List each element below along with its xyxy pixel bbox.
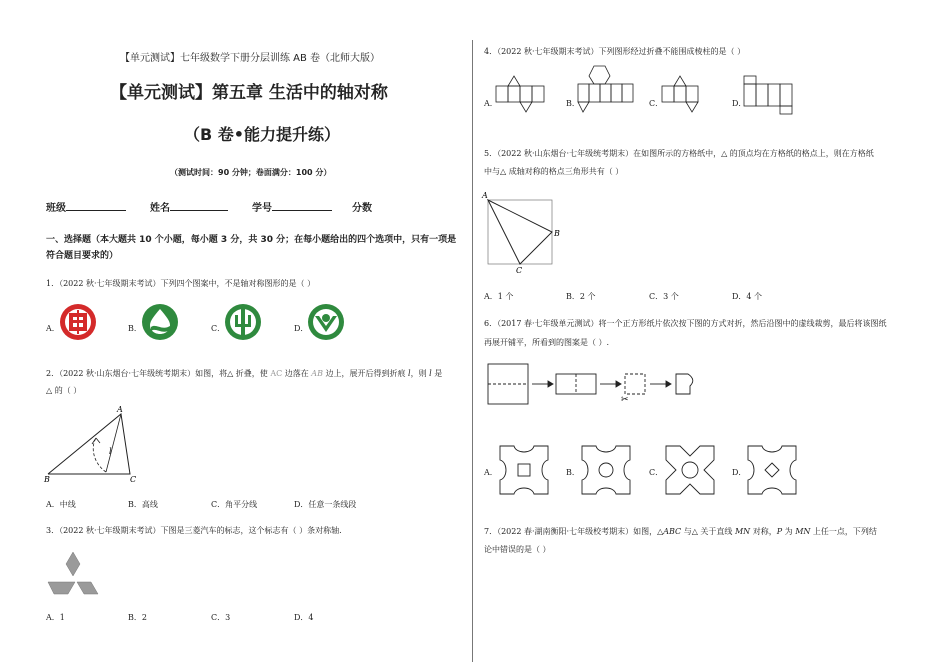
q5-label-b: B — [554, 229, 560, 238]
q7-line1-a: 7．（2022 春·湖南衡阳·七年级校考期末）如图， — [484, 527, 658, 536]
q1-option-d: D． — [294, 324, 309, 333]
q7-line1-i: 上任一点，下列结 — [810, 527, 877, 536]
q4-net-d-figure — [742, 74, 802, 118]
q2-line2: △ 的（ ） — [46, 386, 82, 395]
q2-option-c: C．角平分线 — [211, 500, 258, 509]
q1-option-c: C． — [211, 324, 226, 333]
q7-line1-g: 为 — [782, 527, 796, 536]
field-class-blank[interactable] — [66, 200, 126, 211]
q1-logo-c-icon — [223, 302, 263, 342]
q7-line1-b: ABC — [663, 527, 682, 536]
q1-logo-a-icon — [58, 302, 98, 342]
q6-line1: 6．（2017 春·七年级单元测试）将一个正方形纸片依次按下图的方式对折，然后沿图中的虚线裁剪，最后将该图纸 — [484, 319, 887, 328]
q3-option-c: C．3 — [211, 613, 231, 622]
field-score-label: 分数 — [352, 203, 372, 214]
q7-line1-c: 与△ 关于直线 — [681, 527, 735, 536]
q2-label-b: B — [44, 475, 50, 484]
q3-mitsubishi-logo-icon — [46, 550, 100, 598]
q1-option-b: B． — [128, 324, 142, 333]
q3-option-a: A．1 — [46, 613, 65, 622]
q4-option-d: D． — [732, 99, 747, 108]
q5-line1: 5．（2022 秋·山东烟台·七年级统考期末）在如图所示的方格纸中，△ 的顶点均在方格纸的格点上，则在方格纸 — [484, 149, 874, 158]
q2-fold-figure — [42, 404, 152, 484]
q5-option-c: C．3 个 — [649, 292, 679, 301]
q7-line1-d: MN — [734, 527, 751, 536]
q4-text: 4．（2022 秋·七年级期末考试）下列图形经过折叠不能围成棱柱的是（ ） — [484, 47, 746, 56]
q3-text: 3．（2022 秋·七年级期末考试）下图是三菱汽车的标志，这个标志有（ ）条对称轴. — [46, 526, 342, 535]
q6-pattern-a-figure — [498, 444, 550, 496]
page-subtitle: （B 卷•能力提升练） — [184, 125, 340, 144]
q6-option-c: C． — [649, 468, 664, 477]
field-id-blank[interactable] — [272, 200, 332, 211]
q2-option-b: B．高线 — [128, 500, 158, 509]
q5-label-c: C — [516, 266, 523, 274]
right-column — [474, 0, 950, 672]
q1-logo-d-icon — [306, 302, 346, 342]
left-column — [0, 0, 472, 672]
q1-logo-b-icon — [140, 302, 180, 342]
section1-heading-line1: 一、选择题（本大题共 10 个小题，每小题 3 分，共 30 分；在每小题给出的四个选项中，只有一项是 — [46, 235, 457, 245]
q6-pattern-c-figure — [664, 444, 716, 496]
q4-option-a: A． — [484, 99, 498, 108]
q7-line1-h: MN — [795, 527, 811, 536]
q1-text: 1．（2022 秋·七年级期末考试）下列四个图案中，不是轴对称图形的是（ ） — [46, 279, 316, 288]
q3-option-d: D．4 — [294, 613, 314, 622]
q2-line1-d: ，则 — [410, 369, 427, 378]
q4-net-a-figure — [494, 70, 546, 116]
q2-line1-a: 2．（2022 秋·山东烟台·七年级统考期末）如图，将△ 折叠，使 — [46, 369, 268, 378]
q4-option-c: C． — [649, 99, 664, 108]
q4-net-b-figure — [576, 62, 636, 118]
q7-line1: 7．（2022 春·湖南衡阳·七年级校考期末）如图，△ABC 与△ 关于直线 MN 对称，P 为 MN 上任一点，下列结 — [484, 527, 877, 536]
header-top-line: 【单元测试】七年级数学下册分层训练 AB 卷（北师大版） — [120, 53, 381, 64]
field-class-label: 班级 — [46, 203, 66, 214]
q2-line1-b: 边落在 — [284, 369, 309, 378]
q6-pattern-d-figure — [746, 444, 798, 496]
q2-label-l: l — [109, 447, 112, 456]
q5-option-d: D．4 个 — [732, 292, 763, 301]
q2-label-a: A — [117, 405, 123, 414]
field-name-blank[interactable] — [170, 200, 228, 211]
q2-line1-e: 是 — [434, 369, 443, 378]
field-name — [150, 199, 228, 214]
q6-fold-steps-figure — [486, 360, 726, 410]
q2-label-c: C — [130, 475, 137, 484]
q4-option-b: B． — [566, 99, 580, 108]
q4-net-c-figure — [660, 70, 708, 116]
section1-heading-line2: 符合题目要求的） — [46, 251, 119, 261]
field-score — [352, 199, 372, 214]
field-id-label: 学号 — [252, 203, 272, 214]
field-class — [46, 199, 126, 214]
q5-grid-figure — [480, 188, 564, 274]
q5-line2: 中与△ 成轴对称的格点三角形共有（ ） — [484, 167, 624, 176]
q2-line1-c: 边上，展开后得到折痕 — [325, 369, 406, 378]
time-note: （测试时间：90 分钟；卷面满分：100 分） — [170, 168, 332, 177]
field-id — [252, 199, 332, 214]
column-divider — [472, 40, 473, 662]
svg-text:✂: ✂ — [621, 395, 629, 405]
q5-label-a: A — [482, 191, 488, 200]
q6-line2: 再展开铺平，所看到的图案是（ ）. — [484, 338, 610, 347]
q6-pattern-b-figure — [580, 444, 632, 496]
q2-line1: 2．（2022 秋·山东烟台·七年级统考期末）如图，将△ 折叠，使 AC 边落在 AB 边上，展开后得到折痕 l，则 l 是 — [46, 369, 443, 378]
q3-option-b: B．2 — [128, 613, 147, 622]
q6-option-d: D． — [732, 468, 747, 477]
page-title: 【单元测试】第五章 生活中的轴对称 — [110, 83, 388, 103]
q6-option-b: B． — [566, 468, 580, 477]
q7-line2: 论中错误的是（ ） — [484, 545, 551, 554]
q7-line1-e: 对称， — [750, 527, 777, 536]
q2-option-a: A．中线 — [46, 500, 76, 509]
q7-line1-f: P — [776, 527, 783, 536]
q5-option-b: B．2 个 — [566, 292, 596, 301]
q2-option-d: D．任意一条线段 — [294, 500, 357, 509]
q6-option-a: A． — [484, 468, 498, 477]
q1-option-a: A． — [46, 324, 60, 333]
field-name-label: 姓名 — [150, 203, 170, 214]
q5-option-a: A．1 个 — [484, 292, 514, 301]
